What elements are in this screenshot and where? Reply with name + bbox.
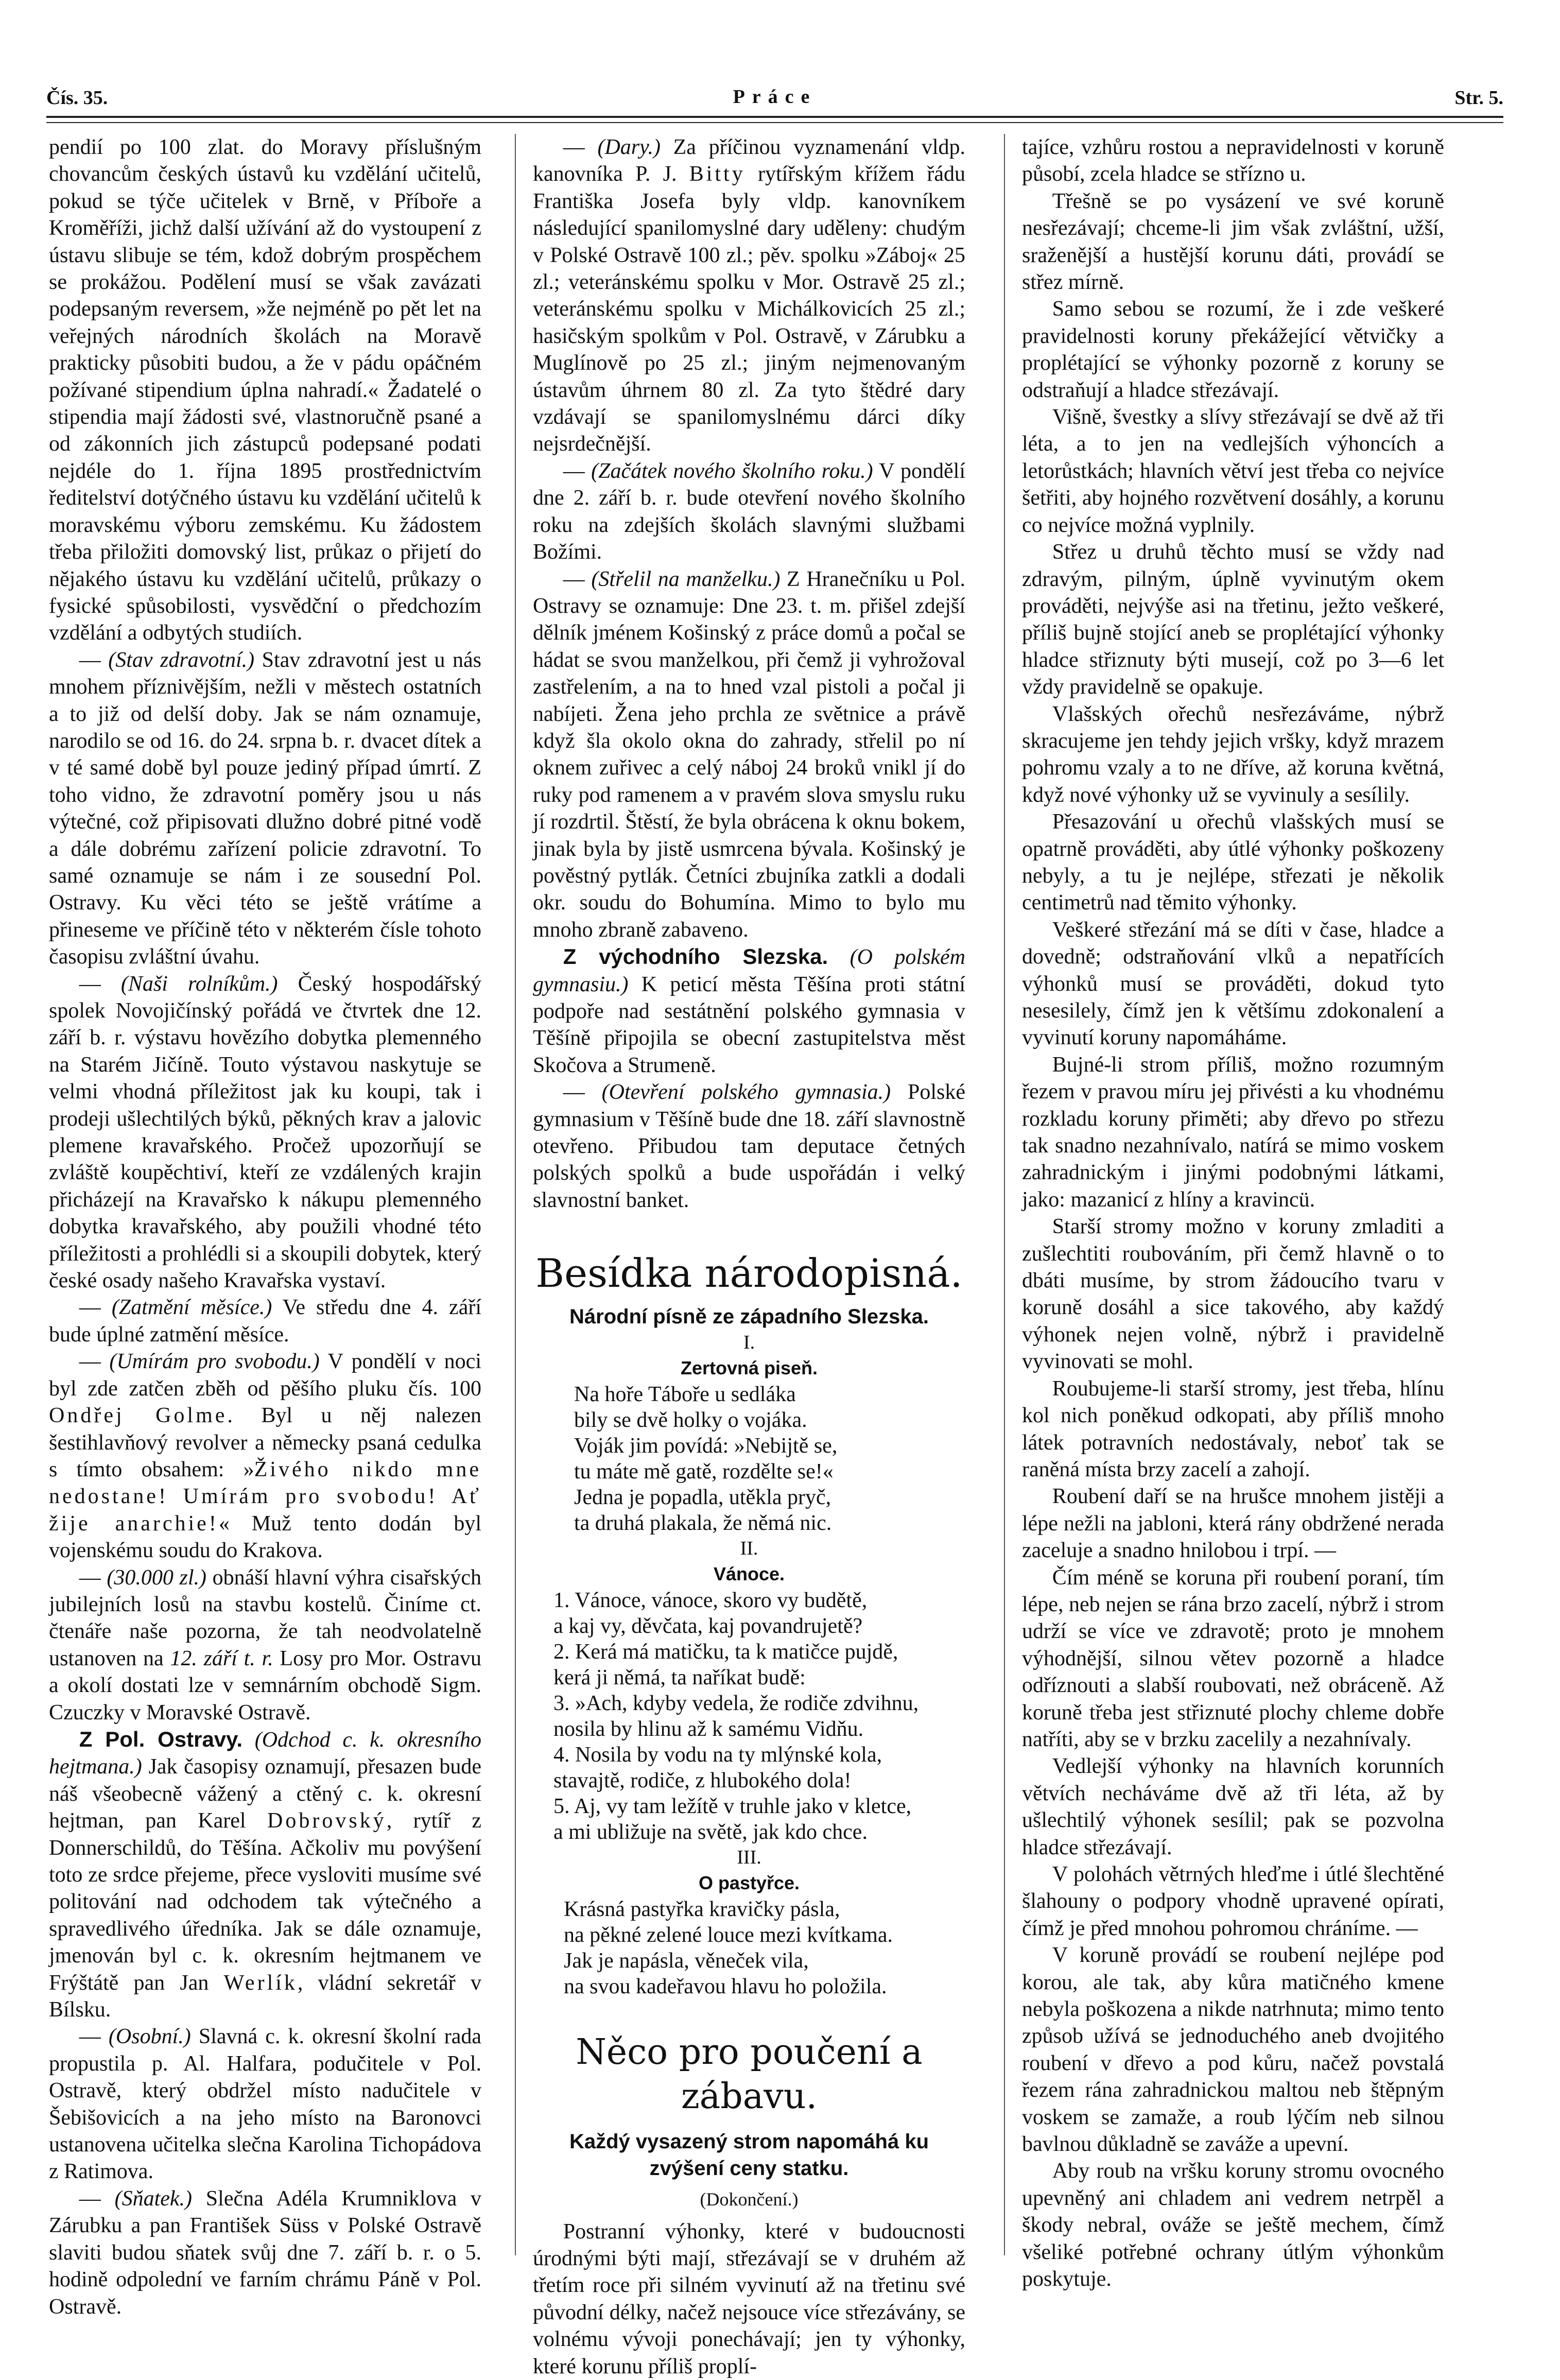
article-stipendia: pendií po 100 zlat. do Moravy příslušným chovancům českých ústavů ku vzdělání učitelů, pokud se týče učitelek v Brně, v Příboře a Kroměříži, jichž další užívání až do vystoupení z ústavu slibuje se tém, kdož dobrým prospěchem se prokážou. Podělení musí se však zavázati podepsaným reversem, »že nejméně po pět let na veřejných národních školách na Moravě prakticky působiti budou, a že v pádu opáčném požívané stipendium úplna nahradí.« Žadatelé o stipendia mají žádosti své, vlastnoručně psané a od zákonních jich zástupců podepsané podati nejdéle do 1. října 1895 prostřednictvím ředitelství dotýčného ústavu ku vzdělání učitelů k moravskému výboru zemskému. Ku žádostem třeba přiložiti domovský list, průkaz o přijetí do nějakého ústavu ku vzdělání učitelů, průkazy o fysické spůsobilosti, vysvědční o předchozím vzdělání a odbytých studiích. [49,135,481,645]
song-number: II. [740,1538,758,1560]
article-skolni-rok: — (Začátek nového školního roku.) V pondělí dne 2. září b. r. bude otevření nového školního roku na zdejších školách slavnými službami Božími. [533,459,966,564]
song-3: Krásná pastyřka kravičky pásla, na pěkné zelené louce mezi kvítkama. Jak je napásla, věneček vila, na svou kadeřavou hlavu ho položila. [564,1898,893,1999]
section-subtitle: Každý vysazený strom napomáhá ku zvýšení ceny statku. [569,2130,929,2180]
paragraph: Roubujeme-li starší stromy, jest třeba, hlínu kol nich poněkud odkopati, aby příliš mnoho látek potravních nedostávaly, neboť tak se raněná místa brzy zacelí a zahojí. [1022,1376,1444,1481]
paragraph: Vlašských ořechů nesřezáváme, nýbrž skracujeme jen tehdy jejich vršky, když mrazem pohromu vzaly a to ne dříve, až koruna květná, když nové výhonky už se vyvinuly a sesílily. [1022,702,1444,807]
paragraph: Veškeré střezání má se díti v čase, hladce a dovedně; odstraňování vlků a nepatřících výhonků musí se prováděti, dokud tyto nesesilely, čímž jen k většímu zdokonalení a vyvinutí koruny napomáháme. [1022,918,1444,1050]
column-2 [533,134,966,2378]
article-stromy: Postranní výhonky, které v budoucnosti úrodnými býti mají, střezávají se v druhém až třetím roce při silném vyvinutí až na třetinu své původní délky, načež nejsouce více střezávány, se volnému vývoji ponechávají; jen ty výhonky, které korunu příliš proplí- [533,2219,965,2378]
continuation-note: (Dokončení.) [700,2189,799,2210]
paragraph: Samo sebou se rozumí, že i zde veškeré pravidelnosti koruny překážející větvičky a proplétající se výhonky pozorně z koruny se odstraňují a hladce střezávají. [1022,297,1444,402]
article-title: (Otevření polského gymnasia.) [601,1080,891,1105]
paragraph: Aby roub na vršku koruny stromu ovocného upevněný ani chladem ani vedrem netrpěl a škody nebral, ováže se ještě mechem, čímž všeliké potřebné ochrany útlým výhonkům poskytuje. [1022,2159,1444,2291]
song-number: I. [743,1332,755,1354]
article-title: (Naši rolníkům.) [120,972,278,996]
article-title: (O polském gymnasiu.) [533,945,965,996]
section-title-besidka: Besídka národopisná. [535,1250,963,1297]
paragraph: Višně, švestky a slívy střezávají se dvě až tři léta, a to jen na vedlejších výhoncích a letorůstkách; hlavních větví jest třeba co nejvíce šetřiti, aby hojného rozvětvení dosáhly, a korunu co nejvíce možná vyplnily. [1022,405,1444,537]
place-heading: Z Pol. Ostravy. [79,1727,243,1751]
column-divider-1 [515,134,516,2255]
article-title: (Zatmění měsíce.) [111,1296,272,1320]
paragraph: V polohách větrných hleďme i útlé šlechtěné šlahouny o podpory vhodně upravené opírati, čímž je před mnohou pohromou chráníme. — [1022,1862,1444,1940]
article-title: (Střelil na manželku.) [591,567,781,591]
article-title: (Osobní.) [108,2025,191,2049]
paragraph: Přesazování u ořechů vlašských musí se opatrně prováděti, aby útlé výhonky poškozeny nebyly, a tu je nejlépe, střezati je několik centimetrů nad těmito výhonky. [1022,810,1444,915]
column-3 [1022,134,1444,2291]
paragraph: Čím méně se koruna při roubení poraní, tím lépe, neb nejen se rána brzo zacelí, nýbrž i strom udrží se více ve zdravotě; proto je mnohem výhodnější, silnou větev pozorně a hladce odříznouti a slabší roubovati, než obráceně. Až koruně třeba jest střiznuté plochy chleme dobře natříti, aby se v brzku zacelily a nezahnívaly. [1022,1565,1444,1751]
paragraph: Starší stromy možno v koruny zmladiti a zušlechtiti roubováním, při čemž hlavně o to dbáti musíme, by strom žádoucího tvaru v koruně dosáhl a sice takového, aby každý výhonek nejen volně, nýbrž i pravidelně vyvinovati se mohl. [1022,1215,1444,1374]
article-zatmeni: — (Zatmění měsíce.) Ve středu dne 4. září bude úplné zatmění měsíce. [49,1296,481,1347]
paragraph: Roubení daří se na hrušce mnohem jistěji a lépe nežli na jabloni, která rány obdržené nerada zaceluje a snadno hnilobou i trpí. — [1022,1485,1444,1563]
paragraph: Třešně se po vysázení ve své koruně nesřezávají; chceme-li jim však zvláštní, užší, sraženější a hustější korunu dáti, provádí se střez mírně. [1022,189,1444,295]
page-header [46,82,1503,113]
article-title: (Stav zdravotní.) [108,648,255,672]
paragraph: Střez u druhů těchto musí se vždy nad zdravým, pilným, úplně vyvinutým okem prováděti, nejvýše asi na třetinu, ježto veškeré, příliš bujně stojící aneb se proplétající výhonky hladce střiznuty býti musejí, což po 3—6 let vždy pravidelně se opakuje. [1022,540,1444,699]
article-gymnasium: — (Otevření polského gymnasia.) Polské gymnasium v Těšíně bude dne 18. září slavnostně otevřeno. Přibudou tam deputace četných polských spolků a bude uspořádán i velký slavnostní banket. [533,1080,965,1212]
article-odchod-hejtmana: Z Pol. Ostravy. (Odchod c. k. okresního hejtmana.) Jak časopisy oznamují, přesazen bude náš všeobecně vážený a ctěný c. k. okresní hejtman, pan Karel Dobrovský, rytíř z Donnerschildů, do Těšína. Ačkoliv mu povýšení toto ze srdce přejeme, přece vysloviti musíme své politování nad odchodem tak výtečného a spravedlivého úředníka. Jak se dále oznamuje, jmenován byl c. k. okresním hejtmanem ve Frýštátě pan Jan Werlík, vládní sekretář v Bílsku. [49,1727,482,2022]
song-1: Na hoře Táboře u sedláka bily se dvě holky o vojáka. Voják jim povídá: »Nebijtě se, tu máte mě gatě, rozdělte se!« Jedna je popadla, utěkla pryč, ta druhá plakala, že němá nic. [574,1383,838,1536]
article-snatek: — (Sňatek.) Slečna Adéla Krumniklova v Zárubku a pan František Süss v Polské Ostravě slaviti budou sňatek svůj dne 7. září b. r. o 5. hodině odpolední ve farním chrámu Páně v Pol. Ostravě. [49,2186,481,2319]
song-2: 1. Vánoce, vánoce, skoro vy budětě, a kaj vy, děvčata, kaj povandrujetě? 2. Kerá má matičku, ta k matičce pujdě, kerá ji němá, ta naříkat budě: 3. »Ach, kdyby vedela, že rodiče zdvihnu, nosila by hlinu až k samému Vidňu. 4. Nosila by vodu na ty mlýnské kola, stavajtě, rodiče, z hlubokého dola! 5. Aj, vy tam ležítě v truhle jako v kletce, a mi ubližuje na světě, jak kdo chce. [553,1589,919,1844]
article-title: (Odchod c. k. okresního hejtmana.) [49,1728,481,1779]
article-umiram: — (Umírám pro svobodu.) V pondělí v noci byl zde zatčen zběh od pěšího pluku čís. 100 Ondřej Golme. Byl u něj nalezen šestihlavňový revolver a německy psaná cedulka s tímto obsahem: »Živého nikdo mne nedostane! Umírám pro svobodu! Ať žije anarchie!« Muž tento dodán byl vojenskému soudu do Krakova. [49,1350,481,1563]
paragraph: V koruně provádí se roubení nejlépe pod korou, ale tak, aby kůra matičného kmene nebyla poškozena a nikde natrhnuta; mimo tento způsob užívá se jednoduchého aneb dvojitého roubení v dřevo a pod kůru, načež povstalá řezem rána zahradnickou maltou neb štěpným voskem se zamaže, a roub lýčím neb silnou bavlnou důkladně se zaváže a upevní. [1022,1943,1444,2157]
song-number: III. [737,1847,761,1869]
article-title: (Začátek nového školního roku.) [591,459,873,483]
issue-number: Čís. 35. [46,87,108,109]
article-title: (Dary.) [597,135,661,159]
song-title: O pastyřce. [698,1872,800,1894]
article-title: (Sňatek.) [114,2186,193,2211]
article-stav-zdravotni: — (Stav zdravotní.) Stav zdravotní jest u nás mnohem příznivějším, nežli v městech ostatních a to již od delší doby. Jak se nám oznamuje, narodilo se od 16. do 24. srpna b. r. dvacet dítek a v té samé době byl pouze jediný případ úmrtí. Z toho vidno, že zdravotní poměry jsou u nás výtečné, což připisovati dlužno dobré pitné vodě a dále dobrému zařízení policie zdravotní. To samé oznamuje se nám i ze sousední Pol. Ostravy. Ku věci této se ještě vrátíme a přineseme ve příčině této v některém čísle tohoto časopisu zvláštní úvahu. [49,648,481,969]
article-title: (Umírám pro svobodu.) [109,1350,320,1374]
column-1 [49,134,482,2319]
paragraph: Vedlejší výhonky na hlavních korunních větvích necháváme dvě až tři léta, až by ušlechtilý výhonek sesílil; pak se pozvolna hladce střezávají. [1022,1754,1444,1859]
article-title: (30.000 zl.) [107,1565,207,1590]
place-heading: Z východního Slezska. [563,944,828,969]
header-rule [46,116,1503,118]
paragraph: Bujné-li strom příliš, možno rozumným řezem v pravou míru jej přivésti a ku vhodnému rozkladu koruny přiměti; aby dřevo po střezu tak snadno nezahnívalo, natírá se mimo voskem zahradnickým i jinými podobnými látkami, jako: mazanicí z hlíny a kravincü. [1022,1053,1444,1212]
song-title: Vánoce. [713,1563,785,1585]
section-subtitle: Národní písně ze západního Slezska. [569,1305,929,1329]
header-rule-thin [46,122,1503,123]
article-losy: — (30.000 zl.) obnáší hlavní výhra cisařských jubilejních losů na stavbu kostelů. Činíme ct. čtenáře naše pozorna, že tah neodvolatelně ustanoven na 12. září t. r. Losy pro Mor. Ostravu a okolí dostati lze v semnárním obchodě Sigm. Czuczky v Moravské Ostravě. [49,1565,481,1724]
article-slezsko: Z východního Slezska. (O polském gymnasiu.) K peticí města Těšína proti státní podpoře nad sestátnění polského gymnasia v Těšíně připojila se obecní zastupitelstva měst Skočova a Strumeně. [533,944,965,1077]
page-number: Str. 5. [1454,87,1503,109]
paragraph: tajíce, vzhůru rostou a nepravidelnosti v koruně působí, zcela hladce se střízno u. [1022,135,1444,186]
article-osobni: — (Osobní.) Slavná c. k. okresní školní rada propustila p. Al. Halfara, podučitele v Pol. Ostravě, který obdržel místo nadučitele v Šebišovicích a na jeho místo na Baronovci ustanovena učitelka slečna Karolina Tichopádova z Ratimova. [49,2025,482,2184]
song-title: Zertovná piseň. [680,1357,818,1379]
article-dary: — (Dary.) Za příčinou vyznamenání vldp. kanovníka P. J. Bitty rytířským křížem řádu Františka Josefa byly vldp. kanovníkem následující spanilomyslné dary uděleny: chudým v Polské Ostravě 100 zl.; pěv. spolku »Záboj« 25 zl.; veteránskému spolku v Mor. Ostravě 25 zl.; veteránskému spolku v Michálkovicích 25 zl.; hasičským spolkům v Pol. Ostravě, v Zárubku a Muglínově po 25 zl.; jiným nejmenovaným ústavům úhrnem 80 zl. Za tyto štědré dary vzdávají se spanilomyslnému dárci díky nejsrdečnější. [533,135,966,456]
article-rolnikum: — (Naši rolníkům.) Český hospodářský spolek Novojičínský pořádá ve čtvrtek dne 12. září b. r. výstavu hovězího dobytka plemenného na Starém Jičíně. Touto výstavou naskytuje se velmi vhodná příležitost jak ku koupi, tak i prodeji ušlechtilých býků, pěkných krav a jalovic plemene kravařského. Pročež upozorňují se zvláště koupěchtiví, kteří ze vzdálených krajin přicházejí na Kravařsko k nákupu plemenného dobytka kravařského, aby použili vhodné této příležitosti a prohlédli si a skoupili dobytek, který české osady našeho Kravařska vystaví. [49,972,481,1293]
column-divider-2 [1004,134,1005,2255]
article-strelil: — (Střelil na manželku.) Z Hranečníku u Pol. Ostravy se oznamuje: Dne 23. t. m. přišel zdejší dělník jménem Košinský z práce domů a počal se hádat se svou manželkou, při čemž ji vyhrožoval zastřelením, a na to hned vzal pistoli a počal ji nabíjeti. Žena jeho prchla ze světnice a právě když šla okolo okna do zahrady, střelil po ní oknem zuřivec a celý náboj 24 broků vnikl jí do ruky pod ramenem a v pravém slova smyslu ruku jí rozdrtil. Štěstí, že byla obrácena k oknu bokem, jinak byla by jistě usmrcena bývala. Košinský je pověstný pytlák. Četníci zbujníka zatkli a dodali okr. soudu do Bohumína. Mimo to bylo mu mnoho zbraně zabaveno. [533,567,966,942]
section-title-neco: Něco pro poučení a zábavu. [576,2032,923,2117]
newspaper-title: Práce [733,86,817,108]
